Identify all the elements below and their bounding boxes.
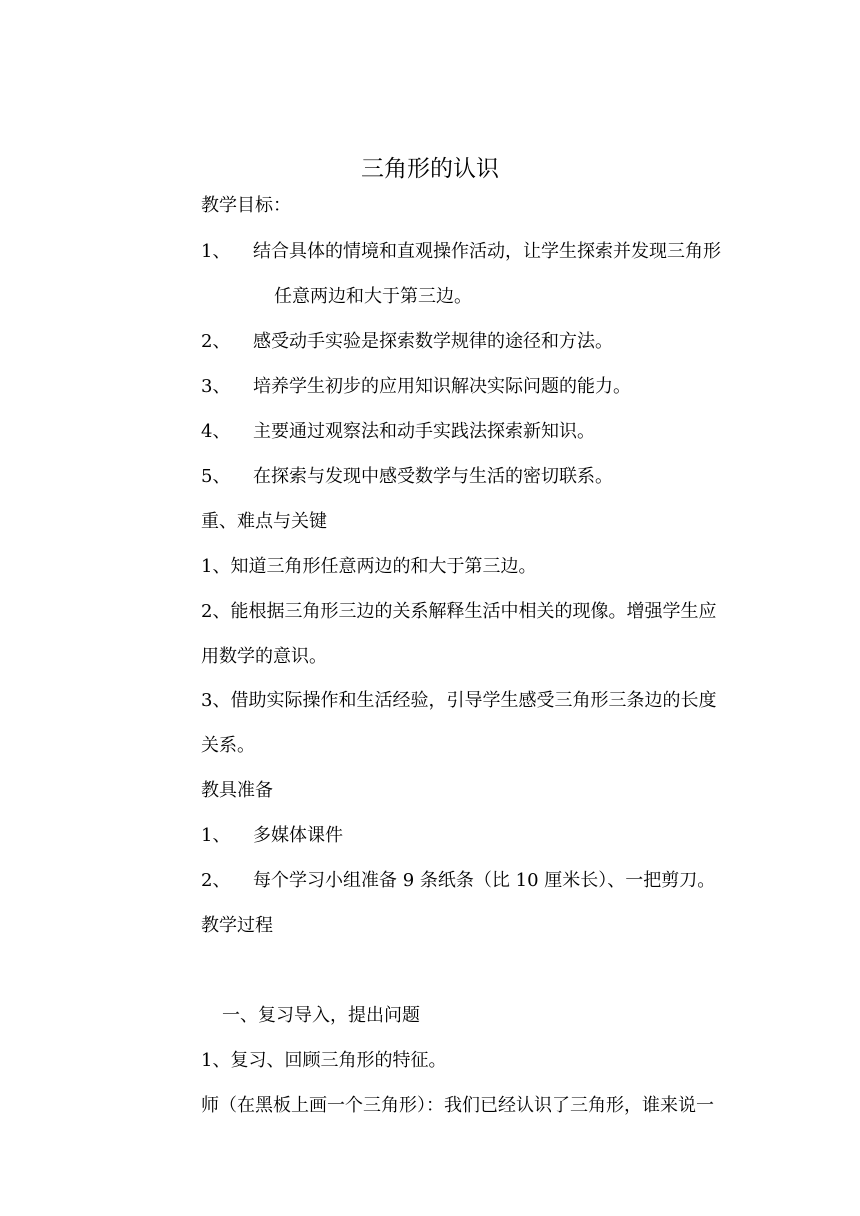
objective-number: 2、 <box>201 331 231 352</box>
objective-text: 主要通过观察法和动手实践法探索新知识。 <box>253 421 595 442</box>
objectives-heading: 教学目标： <box>201 195 291 216</box>
tool-item-2 <box>201 868 715 894</box>
objective-item-1-continuation: 任意两边和大于第三边。 <box>274 286 472 307</box>
key-point-2-continuation: 用数学的意识。 <box>201 646 327 667</box>
objective-text: 感受动手实验是探索数学规律的途径和方法。 <box>253 331 613 352</box>
objective-item-1 <box>201 239 721 265</box>
key-points-heading: 重、难点与关键 <box>201 511 327 532</box>
page-title: 三角形的认识 <box>361 156 499 182</box>
objective-number: 1、 <box>201 241 231 262</box>
objective-text: 结合具体的情境和直观操作活动，让学生探索并发现三角形 <box>253 241 721 262</box>
key-point-2: 2、能根据三角形三边的关系解释生活中相关的现像。增强学生应 <box>201 601 717 622</box>
section-1-line-2: 师（在黑板上画一个三角形）：我们已经认识了三角形，谁来说一 <box>201 1095 714 1116</box>
tool-text: 每个学习小组准备 9 条纸条（比 10 厘米长）、一把剪刀。 <box>253 870 716 891</box>
objective-item-2 <box>201 329 613 355</box>
objective-number: 5、 <box>201 466 231 487</box>
key-point-3: 3、借助实际操作和生活经验，引导学生感受三角形三条边的长度 <box>201 690 717 711</box>
objective-number: 3、 <box>201 376 231 397</box>
tool-number: 2、 <box>201 870 231 891</box>
key-point-3-continuation: 关系。 <box>201 735 255 756</box>
objective-item-5 <box>201 464 613 490</box>
tool-text: 多媒体课件 <box>253 825 343 846</box>
section-1-line-1: 1、复习、回顾三角形的特征。 <box>201 1050 447 1071</box>
tool-item-1 <box>201 823 343 849</box>
objective-text: 培养学生初步的应用知识解决实际问题的能力。 <box>253 376 631 397</box>
tool-number: 1、 <box>201 825 231 846</box>
process-heading: 教学过程 <box>201 915 273 936</box>
tools-heading: 教具准备 <box>201 780 273 801</box>
key-point-1: 1、知道三角形任意两边的和大于第三边。 <box>201 556 537 577</box>
section-1-heading: 一、复习导入，提出问题 <box>222 1005 420 1026</box>
objective-number: 4、 <box>201 421 231 442</box>
objective-item-3 <box>201 374 631 400</box>
objective-item-4 <box>201 419 595 445</box>
objective-text: 在探索与发现中感受数学与生活的密切联系。 <box>253 466 613 487</box>
